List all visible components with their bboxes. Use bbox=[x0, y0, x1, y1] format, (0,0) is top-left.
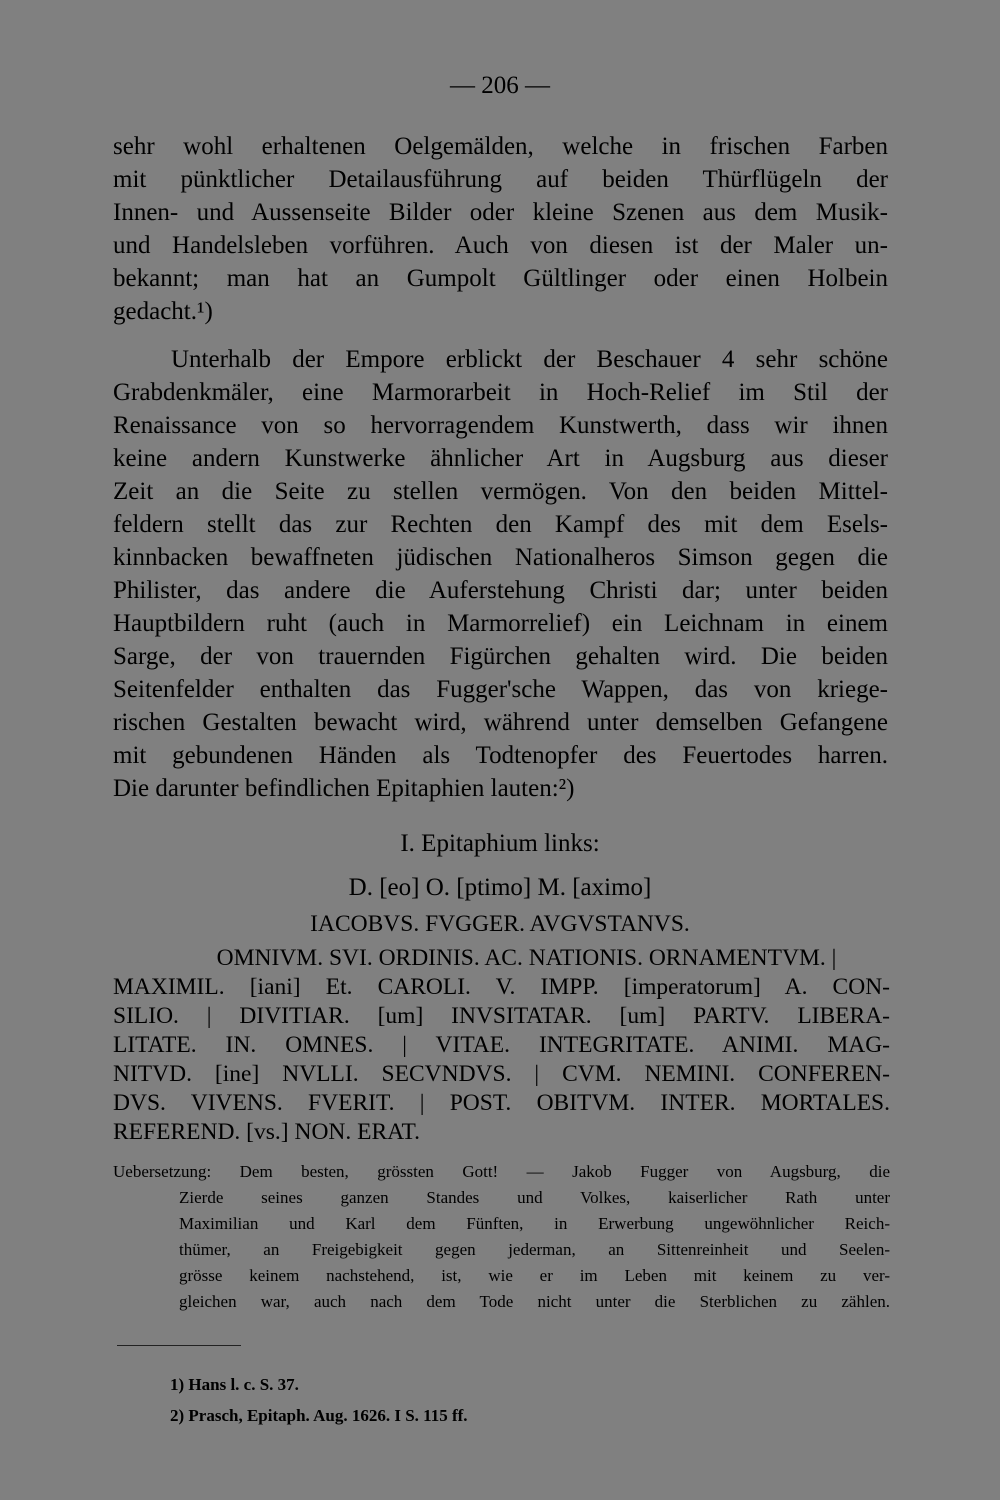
text-line: kinnbacken bewaffneten jüdischen Nationalheros Simson gegen die bbox=[113, 544, 888, 571]
footnote-1: 1) Hans l. c. S. 37. bbox=[170, 1375, 299, 1394]
footnote-2: 2) Prasch, Epitaph. Aug. 1626. I S. 115 ff. bbox=[170, 1406, 468, 1425]
inscription-line: REFEREND. [vs.] NON. ERAT. bbox=[113, 1119, 421, 1145]
text-line: mit pünktlicher Detailausführung auf beiden Thürflügeln der bbox=[113, 166, 888, 193]
text-line: bekannt; man hat an Gumpolt Gültlinger oder einen Holbein bbox=[113, 265, 888, 292]
inscription-line: LITATE. IN. OMNES. | VITAE. INTEGRITATE. ANIMI. MAG- bbox=[113, 1032, 890, 1058]
inscription-line: OMNIVM. SVI. ORDINIS. AC. NATIONIS. ORNAMENTVM. | bbox=[216, 945, 837, 971]
text-line: und Handelsleben vorführen. Auch von diesen ist der Maler un- bbox=[113, 232, 888, 259]
translation-line: Zierde seines ganzen Standes und Volkes, kaiserlicher Rath unter bbox=[179, 1188, 890, 1207]
text-line: Innen- und Aussenseite Bilder oder kleine Szenen aus dem Musik- bbox=[113, 199, 888, 226]
text-line: Die darunter befindlichen Epitaphien lauten:²) bbox=[113, 775, 575, 802]
text-line: Renaissance von so hervorragendem Kunstwerth, dass wir ihnen bbox=[113, 412, 888, 439]
inscription-line: DVS. VIVENS. FVERIT. | POST. OBITVM. INTER. MORTALES. bbox=[113, 1090, 890, 1116]
text-line: feldern stellt das zur Rechten den Kampf des mit dem Esels- bbox=[113, 511, 888, 538]
inscription-line: MAXIMIL. [iani] Et. CAROLI. V. IMPP. [imperatorum] A. CON- bbox=[113, 974, 890, 1000]
text-line: gedacht.¹) bbox=[113, 298, 213, 325]
footnote-divider bbox=[117, 1345, 241, 1346]
translation-line: gleichen war, auch nach dem Tode nicht unter die Sterblichen zu zählen. bbox=[179, 1292, 890, 1311]
text-line: rischen Gestalten bewacht wird, während unter demselben Gefangene bbox=[113, 709, 888, 736]
translation-line: thümer, an Freigebigkeit gegen jederman, an Sittenreinheit und Seelen- bbox=[179, 1240, 890, 1259]
translation-note bbox=[113, 1159, 890, 1315]
translation-line: Uebersetzung: Dem besten, grössten Gott! — Jakob Fugger von Augsburg, die bbox=[113, 1162, 890, 1181]
paragraph-continuation bbox=[113, 130, 888, 328]
epitaph-dedication: D. [eo] O. [ptimo] M. [aximo] bbox=[348, 874, 652, 901]
translation-line: grösse keinem nachstehend, ist, wie er im Leben mit keinem zu ver- bbox=[179, 1266, 890, 1285]
text-line: mit gebundenen Händen als Todtenopfer des Feuertodes harren. bbox=[113, 742, 888, 769]
text-line: keine andern Kunstwerke ähnlicher Art in Augsburg aus dieser bbox=[113, 445, 888, 472]
translation-line: Maximilian und Karl dem Fünften, in Erwerbung ungewöhnlicher Reich- bbox=[179, 1214, 890, 1233]
text-line: Sarge, der von trauernden Figürchen gehalten wird. Die beiden bbox=[113, 643, 888, 670]
epitaph-name-line: IACOBVS. FVGGER. AVGVSTANVS. bbox=[310, 911, 690, 937]
text-line: Hauptbildern ruht (auch in Marmorrelief) ein Leichnam in einem bbox=[113, 610, 888, 637]
paragraph-grabdenkmaeler bbox=[113, 343, 888, 805]
epitaph-heading: I. Epitaphium links: bbox=[400, 830, 600, 857]
text-line: sehr wohl erhaltenen Oelgemälden, welche in frischen Farben bbox=[113, 133, 888, 160]
footnotes bbox=[170, 1369, 468, 1431]
text-line: Philister, das andere die Auferstehung Christi dar; unter beiden bbox=[113, 577, 888, 604]
text-line: Grabdenkmäler, eine Marmorarbeit in Hoch-Relief im Stil der bbox=[113, 379, 888, 406]
text-line: Seitenfelder enthalten das Fugger'sche Wappen, das von kriege- bbox=[113, 676, 888, 703]
inscription-line: SILIO. | DIVITIAR. [um] INVSITATAR. [um] PARTV. LIBERA- bbox=[113, 1003, 890, 1029]
inscription-line: NITVD. [ine] NVLLI. SECVNDVS. | CVM. NEMINI. CONFEREN- bbox=[113, 1061, 890, 1087]
text-line: Zeit an die Seite zu stellen vermögen. Von den beiden Mittel- bbox=[113, 478, 888, 505]
text-line: Unterhalb der Empore erblickt der Beschauer 4 sehr schöne bbox=[171, 346, 888, 373]
epitaph-inscription bbox=[113, 944, 890, 1147]
page-number: — 206 — bbox=[450, 72, 550, 99]
